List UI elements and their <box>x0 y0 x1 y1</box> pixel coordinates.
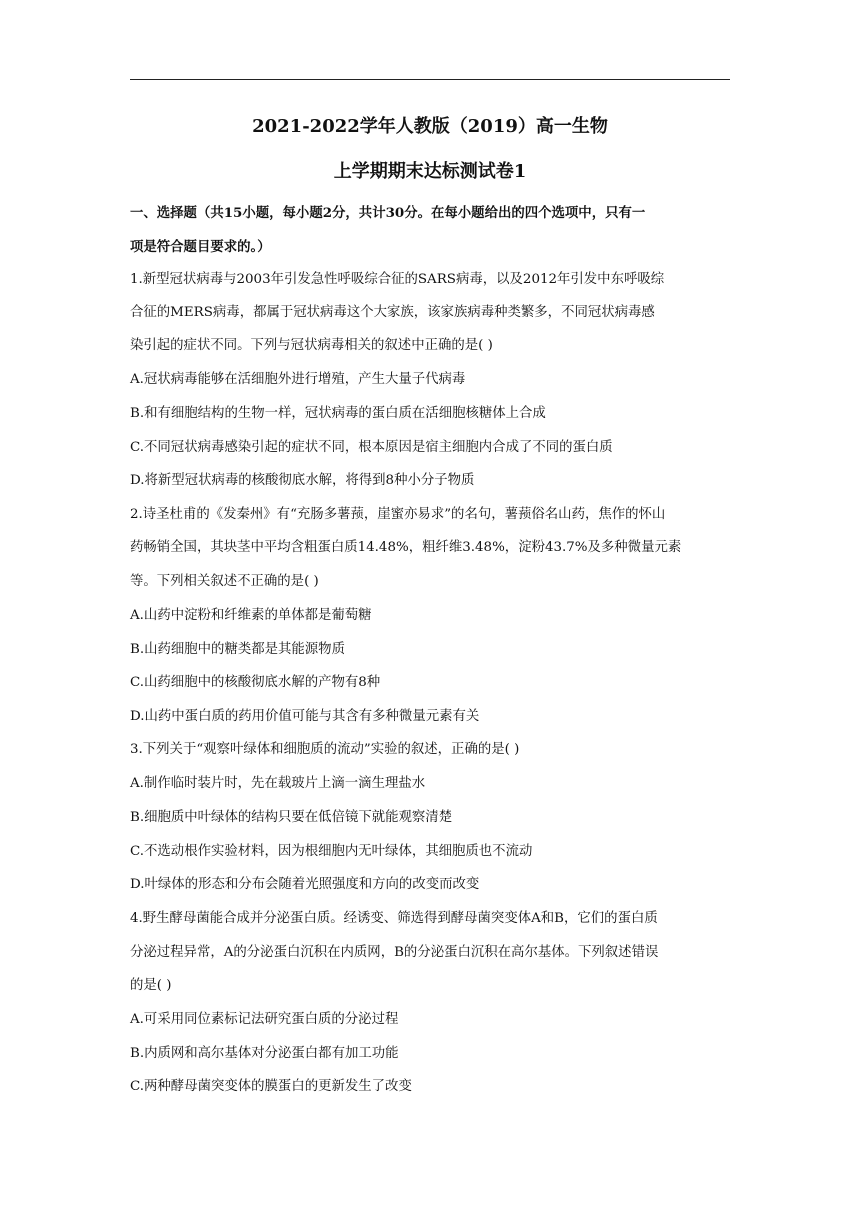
question-2-option-b: B.山药细胞中的糖类都是其能源物质 <box>130 642 345 657</box>
header-rule <box>130 79 730 80</box>
question-4-stem: 的是( ) <box>130 978 172 993</box>
question-3-stem: 3.下列关于“观察叶绿体和细胞质的流动”实验的叙述，正确的是( ) <box>130 742 520 757</box>
question-1-stem: 1.新型冠状病毒与2003年引发急性呼吸综合征的SARS病毒，以及2012年引发中东呼吸综 <box>130 272 665 287</box>
section-heading-cont: 项是符合题目要求的。） <box>130 239 271 255</box>
question-2-option-d: D.山药中蛋白质的药用价值可能与其含有多种微量元素有关 <box>130 709 480 724</box>
question-1-option-d: D.将新型冠状病毒的核酸彻底水解，将得到8种小分子物质 <box>130 473 475 488</box>
question-2-stem: 药畅销全国，其块茎中平均含粗蛋白质14.48%，粗纤维3.48%，淀粉43.7%及多种微量元素 <box>130 540 682 555</box>
question-4-stem: 4.野生酵母菌能合成并分泌蛋白质。经诱变、筛选得到酵母菌突变体A和B，它们的蛋白质 <box>130 911 658 926</box>
question-3-option-c: C.不选动根作实验材料，因为根细胞内无叶绿体，其细胞质也不流动 <box>130 844 533 859</box>
question-2-option-a: A.山药中淀粉和纤维素的单体都是葡萄糖 <box>130 608 372 623</box>
question-2-stem: 2.诗圣杜甫的《发秦州》有“充肠多薯蓣，崖蜜亦易求”的名句，薯蓣俗名山药，焦作的怀山 <box>130 507 666 522</box>
question-1-option-c: C.不同冠状病毒感染引起的症状不同，根本原因是宿主细胞内合成了不同的蛋白质 <box>130 440 613 455</box>
question-3-option-b: B.细胞质中叶绿体的结构只要在低倍镜下就能观察清楚 <box>130 810 453 825</box>
question-4-stem: 分泌过程异常，A的分泌蛋白沉积在内质网，B的分泌蛋白沉积在高尔基体。下列叙述错误 <box>130 945 659 960</box>
question-3-option-d: D.叶绿体的形态和分布会随着光照强度和方向的改变而改变 <box>130 877 480 892</box>
question-1-option-a: A.冠状病毒能够在活细胞外进行增殖，产生大量子代病毒 <box>130 372 466 387</box>
exam-title-line2: 上学期期末达标测试卷1 <box>333 161 527 182</box>
question-1-stem: 染引起的症状不同。下列与冠状病毒相关的叙述中正确的是( ) <box>130 338 493 353</box>
question-3-option-a: A.制作临时装片时，先在载玻片上滴一滴生理盐水 <box>130 776 426 791</box>
question-4-option-a: A.可采用同位素标记法研究蛋白质的分泌过程 <box>130 1012 399 1027</box>
question-1-stem: 合征的MERS病毒，都属于冠状病毒这个大家族，该家族病毒种类繁多，不同冠状病毒感 <box>130 305 655 320</box>
question-4-option-c: C.两种酵母菌突变体的膜蛋白的更新发生了改变 <box>130 1079 412 1094</box>
question-2-option-c: C.山药细胞中的核酸彻底水解的产物有8种 <box>130 675 381 690</box>
question-1-option-b: B.和有细胞结构的生物一样，冠状病毒的蛋白质在活细胞核糖体上合成 <box>130 406 546 421</box>
exam-title-line1: 2021-2022学年人教版（2019）高一生物 <box>252 116 608 137</box>
question-2-stem: 等。下列相关叙述不正确的是( ) <box>130 574 319 589</box>
section-heading: 一、选择题（共15小题，每小题2分，共计30分。在每小题给出的四个选项中，只有一 <box>130 205 646 221</box>
question-4-option-b: B.内质网和高尔基体对分泌蛋白都有加工功能 <box>130 1046 399 1061</box>
